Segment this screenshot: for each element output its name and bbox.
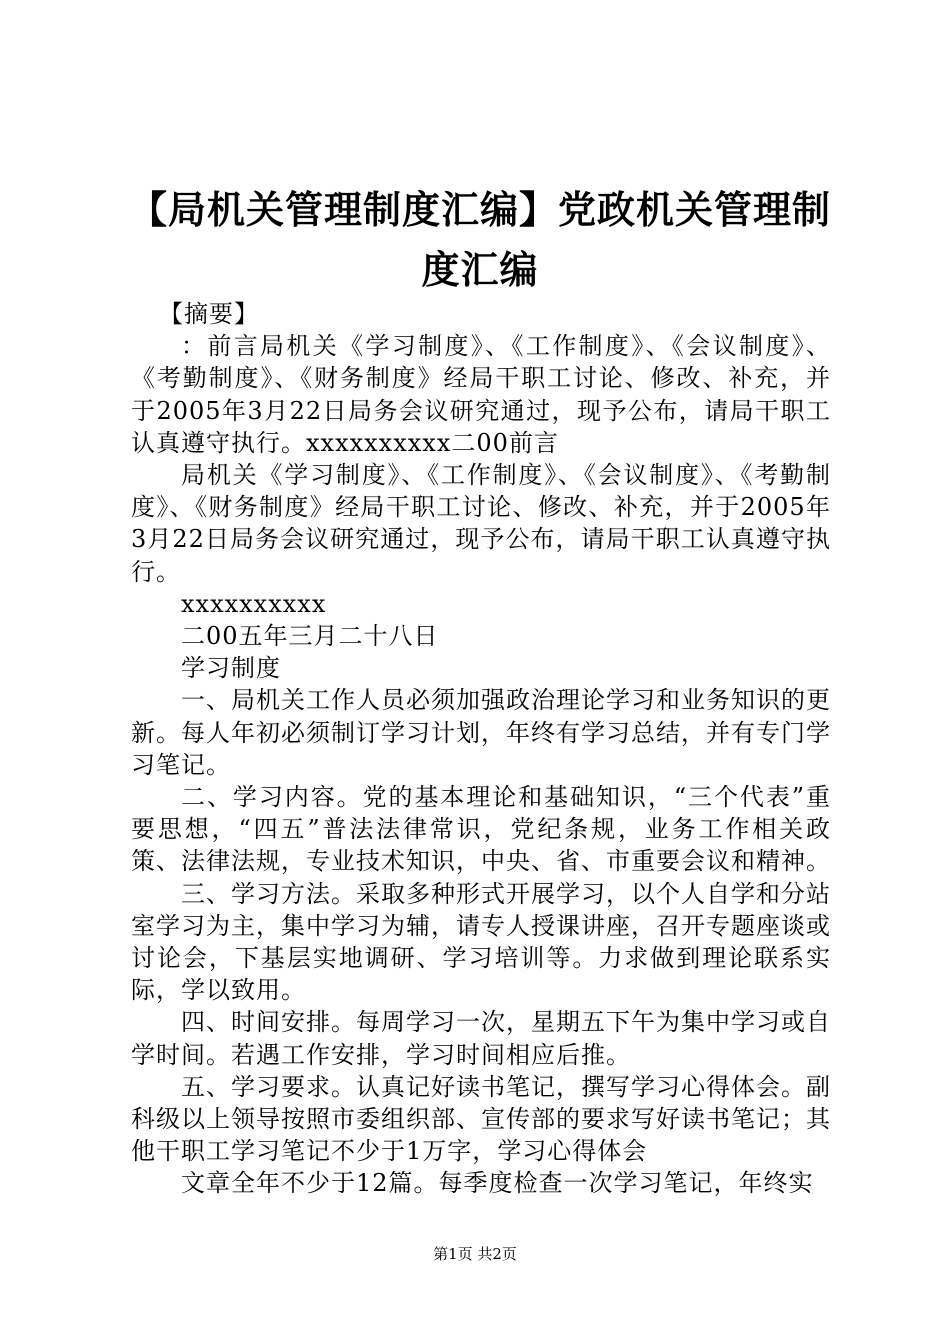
document-body: [131, 298, 831, 1200]
rule-paragraph-5: 五、学习要求。认真记好读书笔记，撰写学习心得体会。副科级以上领导按照市委组织部、宣传部的要求写好读书笔记；其他干职工学习笔记不少于1万字，学习心得体会: [131, 1072, 831, 1166]
abstract-paragraph: ：前言局机关《学习制度》、《工作制度》、《会议制度》、《考勤制度》、《财务制度》经局干职工讨论、修改、补充，并于2005年3月22日局务会议研究通过，现予公布，请局干职工认真遵守执行。xxxxxxxxxx二00前言: [131, 332, 831, 457]
rule-paragraph-4: 四、时间安排。每周学习一次，星期五下午为集中学习或自学时间。若遇工作安排，学习时间相应后推。: [131, 1008, 831, 1069]
rule-paragraph-3: 三、学习方法。采取多种形式开展学习，以个人自学和分站室学习为主，集中学习为辅，请专人授课讲座，召开专题座谈或讨论会，下基层实地调研、学习培训等。力求做到理论联系实际，学以致用。: [131, 879, 831, 1005]
rule-paragraph-5-continued: 文章全年不少于12篇。每季度检查一次学习笔记，年终实: [181, 1169, 814, 1198]
section-heading: 学习制度: [181, 654, 281, 683]
preface-paragraph: 局机关《学习制度》、《工作制度》、《会议制度》、《考勤制度》、《财务制度》经局干职工讨论、修改、补充，并于2005年3月22日局务会议研究通过，现予公布，请局干职工认真遵守执行。: [131, 461, 831, 586]
date-line: 二00五年三月二十八日: [181, 622, 439, 651]
abstract-heading: 【摘要】: [159, 300, 259, 328]
document-title: 【局机关管理制度汇编】党政机关管理制度汇编: [128, 187, 831, 292]
rule-paragraph-1: 一、局机关工作人员必须加强政治理论学习和业务知识的更新。每人年初必须制订学习计划，年终有学习总结，并有专门学习笔记。: [131, 686, 831, 779]
page-footer: 第1页 共2页: [433, 1245, 517, 1263]
issuer-line: xxxxxxxxxx: [181, 589, 327, 618]
rule-paragraph-2: 二、学习内容。党的基本理论和基础知识，“三个代表”重要思想，“四五”普法法律常识，党纪条规，业务工作相关政策、法律法规，专业技术知识，中央、省、市重要会议和精神。: [131, 783, 831, 876]
